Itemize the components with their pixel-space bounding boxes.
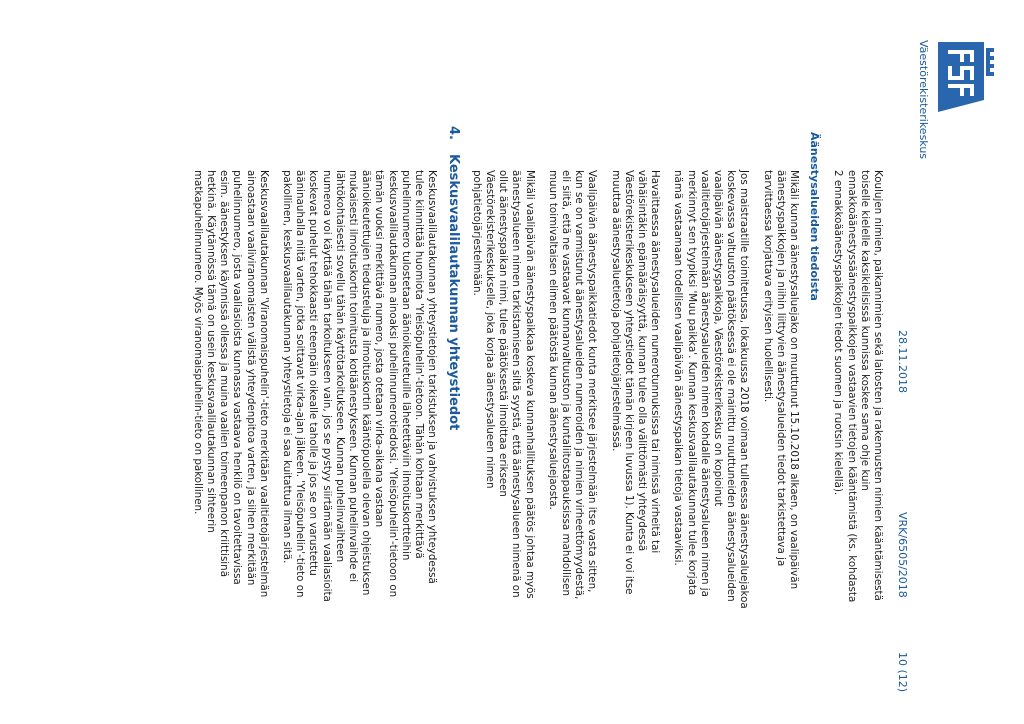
paragraph: Jos maistraatille toimitetussa, lokakuussa 2018 voimaan tulleessa äänestysaluejakoa koskevassa valtuuston päätöksessä ei ole mainittu muuttuneiden äänestysalueiden vaalipäivän äänestyspaikkoja, Väestörekisterikeskus on kopioinut vaalitietojärjestelmään äänestysalueiden nimen kohdalle äänestysalueen nimen ja merkinnyt sen tyypiksi 'Muu paikka'. Kunnan keskusvaalilautakunnan tulee korjata nämä vastaamaan todellisen vaalipäivän äänestyspaikan tietoja vastaaviksi. — [672, 170, 751, 609]
paragraph: Vaalipäivän äänestyspaikkatiedot kunta merkitsee järjestelmään itse vasta sitten, kun se on varmistunut äänestysalueiden numeroiden ja nimien virheettömyydestä, eli siitä, että ne vastaavat kunnanvaltuuston ja kuntaliitostapauksissa mahdollisen muun toimivaltaisen elimen päätöstä kunnan äänestysaluejaosta. — [546, 170, 599, 600]
section-heading — [446, 126, 459, 610]
organization-name: Väestörekisterikeskus — [917, 40, 930, 160]
section-number: 4. — [445, 126, 461, 140]
paragraph: Mikäli vaalipäivän äänestyspaikkaa koskeva kunnanhallituksen päätös johtaa myös äänestysalueen nimen tarkistamiseen siltä syystä, että äänestysalueen nimenä on ollut äänestyspaikan nimi, tulee päätöksestä ilmoittaa erikseen Väestörekisterikeskukselle, joka korjaa äänestysalueen nimen pohjatietojärjestelmään. — [470, 170, 536, 599]
intro-paragraph: Koulujen nimien, paikannimien sekä laitosten ja rakennusten nimien kääntämisestä toiselle kielelle kaksikielisissä kunnissa koskee sama ohje kuin ennakkoäänestyssäänestyspaikkojen vastaavien tietojen kääntämistä (ks. kohdasta 2 ennakkoäänestyspaikkojen tiedot suomen ja ruotsin kielellä). — [832, 170, 884, 603]
document-body — [181, 126, 884, 610]
paragraph: Havaittaessa äänestysalueiden numerotunnuksissa tai nimissä virheitä tai vähäisintäkin epämääräisyyttä, kunnan tulee olla välittömästi yhteydessä Väestörekisterikeskukseen yhteystiedot tämän kirjeen luvussa 1). Kunta ei voi itse muuttaa äänestysaluetietoja pohjatietojärjestelmässä. — [609, 170, 662, 595]
document-reference: VRK/6505/2018 — [896, 512, 909, 598]
paragraph: Keskusvaalilautakunnan yhteystietojen tarkistuksen ja vahvistuksen yhteydessä tulee kiinnittää huomiota 'Yleisöpuhelin'-tietoon. Tähän kohtaan merkittävä puhelinnumero tulostetaan äänioikeutetuille lähetettäviin ilmoituskortteihin keskusvaalilautakunnan ainoaksi puhelinnumerotiedoksi. 'Yleisöpuhelin'-tietoon on tämän vuoksi merkittävä numero, josta otetaan virka-aikana vastaan äänioikeutettujen tiedusteluja ja ilmoituskortin kääntöpuolella olevan ohjeistuksen mukaisesti ilmoituskortin toimitusta kotiäänestykseen. Kunnan puhelinvaihde ei lähtökohtaisesti sovellu tähän käyttötarkoitukseen. Kunnan puhelinvaihteen numeroa voi käyttää tähän tarkoitukseen vain, jos se pystyy siirtämään vaaliasioita koskevat puhelut tehokkaasti eteenpäin oikealle taholle ja jos se on varustettu ääninauhalla niitä varten, jotka soittavat virka-ajan jälkeen. 'Yleisöpuhelin'-tieto on pakollinen, keskusvaalilautakunnan yhteystietoja ei saa kuitattua ilman sitä. — [281, 170, 439, 602]
section-title: Keskusvaalilautakunnan yhteystiedot — [445, 154, 461, 431]
subheading: Äänestysalueiden tiedoista — [808, 132, 822, 301]
paragraph: Keskusvaalilautakunnan 'Viranomaispuhelin'-tieto merkitään vaalitietojärjestelmän ainoastaan vaaliviranomaisten välistä yhteydenpitoa varten, ja siihen merkitään puhelinnumero, josta vaaliasioista kunnassa vastaava henkilö on tavoitettavissa esim. äänestyksen käynnissä ollessa ja muina vaalien toimeenpanon kriittisinä hetkinä. Käytännössä tämä on usein keskusvaalilautakunnan sihteerin matkapuhelinnumero. Myös viranomaispuhelin-tieto on pakollinen. — [191, 170, 270, 598]
document-date: 28.11.2018 — [896, 330, 909, 393]
paragraph: Mikäli kunnan äänestysaluejako on muuttunut 15.10.2018 alkaen, on vaalipäivän äänestyspaikkojen ja niihin liittyvien äänestysalueiden tiedot tarkistettava ja tarvittaessa korjattava erityisen huolellisesti. — [761, 170, 800, 590]
vrk-logo-icon — [936, 40, 996, 115]
page-number: 10 (12) — [896, 652, 909, 693]
